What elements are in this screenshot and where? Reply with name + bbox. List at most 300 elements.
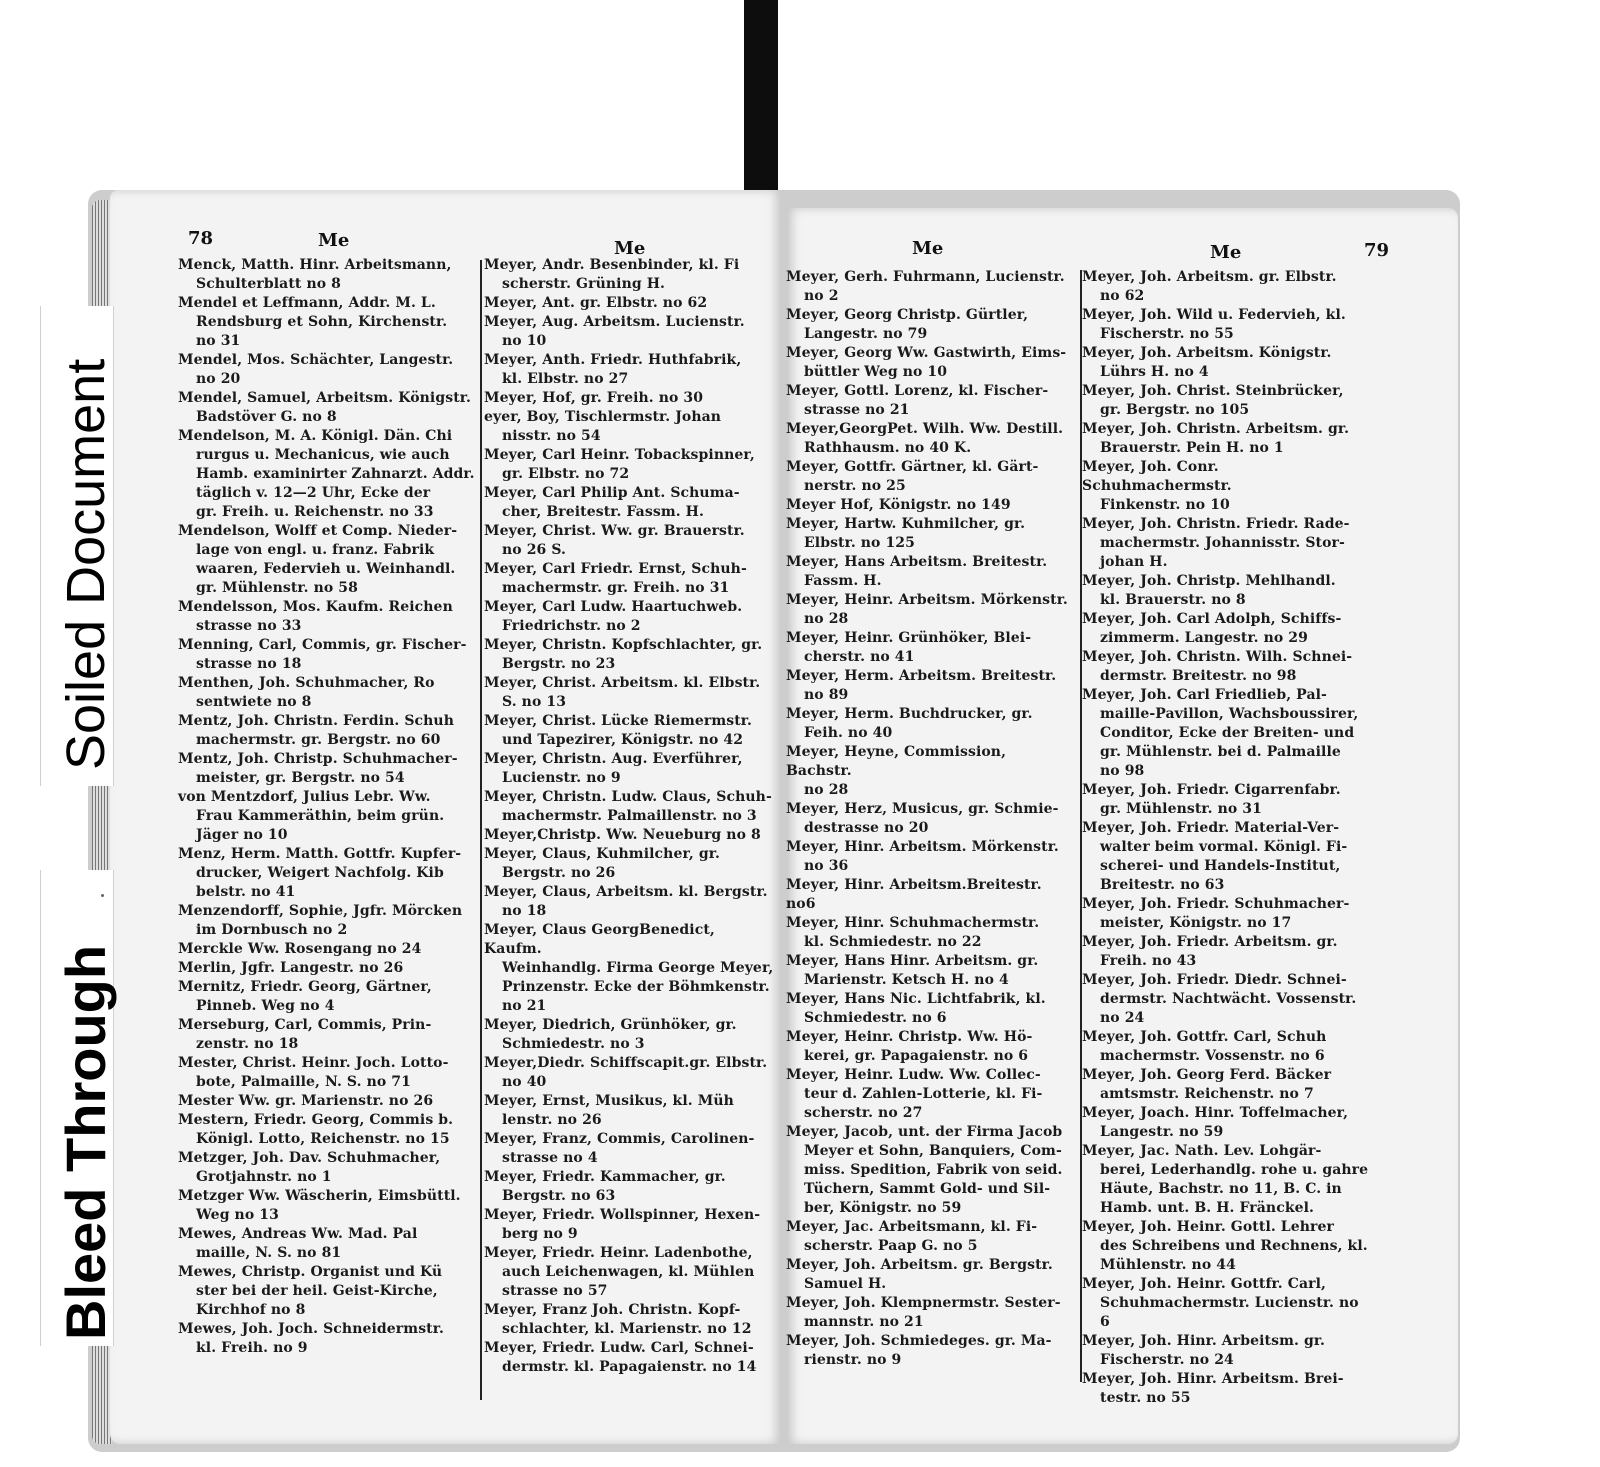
entry-name-line: Meyer, Joh. Friedr. Diedr. Schnei-: [1082, 972, 1347, 988]
directory-entry: [178, 712, 478, 750]
entry-name-line: Meyer, Christn. Kopfschlachter, gr.: [484, 637, 763, 653]
entry-name-line: Meyer, Claus, Kuhmilcher, gr.: [484, 846, 720, 862]
directory-entry: [178, 427, 478, 522]
entry-name-line: Meyer, Carl Friedr. Ernst, Schuh-: [484, 561, 747, 577]
entry-name-line: Meyer, Gerh. Fuhrmann, Lucienstr.: [786, 269, 1065, 285]
directory-entry: [786, 743, 1076, 800]
speck: [101, 894, 104, 897]
entry-name-line: Meyer, Hans Arbeitsm. Breitestr.: [786, 554, 1048, 570]
directory-entry: [786, 629, 1076, 667]
directory-entry: [1082, 306, 1372, 344]
entry-name-line: Mendel, Mos. Schächter, Langestr.: [178, 352, 454, 368]
directory-entry: [1082, 1104, 1372, 1142]
entry-continuation-line: Badstöver G. no 8: [196, 409, 337, 425]
entry-continuation-line: belstr. no 41: [196, 884, 296, 900]
entry-continuation-line: Friedrichstr. no 2: [502, 618, 641, 634]
entry-name-line: Meyer, Christ. Arbeitsm. kl. Elbstr.: [484, 675, 761, 691]
directory-entry: [484, 389, 774, 408]
directory-entry: [178, 1225, 478, 1263]
directory-entry: [178, 1187, 478, 1225]
entry-continuation-line: maille, N. S. no 81: [196, 1245, 342, 1261]
entry-name-line: Meyer, Joach. Hinr. Toffelmacher,: [1082, 1105, 1349, 1121]
entry-continuation-line: Fischerstr. no 24: [1100, 1352, 1234, 1368]
entry-continuation-line: no 36: [804, 858, 849, 874]
entry-name-line: Meyer, Hans Hinr. Arbeitsm. gr.: [786, 953, 1039, 969]
entry-name-line: Meyer, Heinr. Grünhöker, Blei-: [786, 630, 1032, 646]
directory-entry: [1082, 572, 1372, 610]
directory-entry: [484, 674, 774, 712]
entry-continuation-line: auch Leichenwagen, kl. Mühlen: [502, 1264, 755, 1280]
entry-name-line: Meyer, Hartw. Kuhmilcher, gr.: [786, 516, 1026, 532]
directory-entry: [178, 674, 478, 712]
entry-name-line: Meyer, Andr. Besenbinder, kl. Fi: [484, 257, 740, 273]
entry-continuation-line: gr. Mühlenstr. no 58: [196, 580, 358, 596]
directory-entry: [484, 826, 774, 845]
entry-name-line: Meyer, Heinr. Christp. Ww. Hö-: [786, 1029, 1033, 1045]
directory-entry: [1082, 268, 1372, 306]
directory-entry: [484, 598, 774, 636]
entry-continuation-line: büttler Weg no 10: [804, 364, 948, 380]
entry-continuation-line: Rendsburg et Sohn, Kirchenstr.: [196, 314, 448, 330]
entry-continuation-line: scherstr. Paap G. no 5: [804, 1238, 978, 1254]
entry-continuation-line: Rathhausm. no 40 K.: [804, 440, 972, 456]
directory-entry: [484, 788, 774, 826]
entry-name-line: Meyer, Friedr. Heinr. Ladenbothe,: [484, 1245, 753, 1261]
entry-continuation-line: Langestr. no 59: [1100, 1124, 1224, 1140]
soiled-label-box: [40, 306, 114, 786]
entry-continuation-line: Elbstr. no 125: [804, 535, 915, 551]
entry-name-line: Menning, Carl, Commis, gr. Fischer-: [178, 637, 467, 653]
entry-name-line: Meyer, Hof, gr. Freih. no 30: [484, 390, 704, 406]
entry-name-line: Meyer, Joh. Klempnermstr. Sester-: [786, 1295, 1061, 1311]
left-page: [110, 190, 782, 1444]
entry-name-line: Meyer, Joh. Hinr. Arbeitsm. Brei-: [1082, 1371, 1344, 1387]
directory-entry: [178, 1149, 478, 1187]
left-header-me-2: Me: [614, 238, 646, 259]
entry-continuation-line: des Schreibens und Rechnens, kl.: [1100, 1238, 1368, 1254]
entry-continuation-line: strasse no 33: [196, 618, 302, 634]
entry-continuation-line: kl. Elbstr. no 27: [502, 371, 629, 387]
entry-name-line: Meyer, Christn. Ludw. Claus, Schuh-: [484, 789, 772, 805]
entry-name-line: Mester Ww. gr. Marienstr. no 26: [178, 1093, 434, 1109]
directory-entry: [1082, 686, 1372, 781]
entry-continuation-line: Mühlenstr. no 44: [1100, 1257, 1236, 1273]
entry-name-line: Metzger Ww. Wäscherin, Eimsbüttl.: [178, 1188, 461, 1204]
entry-name-line: Meyer, Hinr. Arbeitsm. Mörkenstr.: [786, 839, 1059, 855]
directory-entry: [178, 351, 478, 389]
entry-name-line: Meyer, Joh. Heinr. Gottfr. Carl,: [1082, 1276, 1326, 1292]
directory-entry: [484, 1168, 774, 1206]
directory-entry: [178, 294, 478, 351]
left-header-me-1: Me: [318, 230, 350, 251]
entry-continuation-line: machermstr. Johannisstr. Stor-: [1100, 535, 1345, 551]
directory-entry: [178, 1111, 478, 1149]
left-column-1: [178, 256, 478, 1358]
entry-continuation-line: meister, Königstr. no 17: [1100, 915, 1292, 931]
directory-entry: [178, 902, 478, 940]
entry-name-line: Meyer, Joh. Christn. Friedr. Rade-: [1082, 516, 1350, 532]
entry-name-line: Merckle Ww. Rosengang no 24: [178, 941, 422, 957]
entry-name-line: Meyer, Carl Heinr. Tobackspinner,: [484, 447, 755, 463]
entry-name-line: Meyer Hof, Königstr. no 149: [786, 497, 1011, 513]
entry-continuation-line: gr. Bergstr. no 105: [1100, 402, 1250, 418]
entry-continuation-line: dermstr. kl. Papagaienstr. no 14: [502, 1359, 757, 1375]
entry-name-line: Meyer, Ant. gr. Elbstr. no 62: [484, 295, 708, 311]
entry-continuation-line: strasse no 18: [196, 656, 302, 672]
directory-entry: [484, 256, 774, 294]
entry-continuation-line: Schulterblatt no 8: [196, 276, 341, 292]
entry-continuation-line: Schmiedestr. no 6: [804, 1010, 947, 1026]
directory-entry: [484, 446, 774, 484]
directory-entry: [484, 1130, 774, 1168]
entry-continuation-line: lenstr. no 26: [502, 1112, 602, 1128]
entry-continuation-line: sentwiete no 8: [196, 694, 312, 710]
entry-continuation-line: no 62: [1100, 288, 1145, 304]
entry-continuation-line: maille-Pavillon, Wachsboussirer,: [1100, 706, 1359, 722]
entry-continuation-line: Breitestr. no 63: [1100, 877, 1225, 893]
directory-entry: [1082, 1218, 1372, 1275]
entry-name-line: Mewes, Christp. Organist und Kü: [178, 1264, 443, 1280]
entry-continuation-line: Finkenstr. no 10: [1100, 497, 1230, 513]
entry-name-line: Meyer, Anth. Friedr. Huthfabrik,: [484, 352, 742, 368]
entry-name-line: Meyer, Christ. Ww. gr. Brauerstr.: [484, 523, 745, 539]
directory-entry: [1082, 781, 1372, 819]
left-column-2: [484, 256, 774, 1377]
entry-continuation-line: no 24: [1100, 1010, 1145, 1026]
directory-entry: [178, 1092, 478, 1111]
directory-entry: [786, 344, 1076, 382]
entry-continuation-line: gr. Freih. u. Reichenstr. no 33: [196, 504, 434, 520]
entry-name-line: Meyer, Herm. Arbeitsm. Breitestr.: [786, 668, 1057, 684]
entry-continuation-line: machermstr. gr. Freih. no 31: [502, 580, 730, 596]
entry-name-line: Mernitz, Friedr. Georg, Gärtner,: [178, 979, 432, 995]
directory-entry: [786, 591, 1076, 629]
right-header-me-1: Me: [912, 238, 944, 259]
directory-entry: [786, 876, 1076, 914]
entry-continuation-line: Hamb. examinirter Zahnarzt. Addr.: [196, 466, 475, 482]
directory-entry: [178, 845, 478, 902]
right-column-1: [786, 268, 1076, 1370]
directory-entry: [786, 515, 1076, 553]
entry-name-line: Menz, Herm. Matth. Gottfr. Kupfer-: [178, 846, 462, 862]
directory-entry: [786, 496, 1076, 515]
directory-entry: [1082, 1142, 1372, 1218]
entry-name-line: Meyer, Joh. Arbeitsm. Königstr.: [1082, 345, 1332, 361]
entry-name-line: Meyer, Friedr. Kammacher, gr.: [484, 1169, 726, 1185]
directory-entry: [786, 1332, 1076, 1370]
directory-entry: [484, 1244, 774, 1301]
directory-entry: [786, 382, 1076, 420]
entry-continuation-line: rienstr. no 9: [804, 1352, 902, 1368]
directory-entry: [786, 268, 1076, 306]
entry-name-line: Meyer, Joh. Heinr. Gottl. Lehrer: [1082, 1219, 1334, 1235]
entry-continuation-line: Tüchern, Sammt Gold- und Sil-: [804, 1181, 1051, 1197]
entry-continuation-line: kl. Schmiedestr. no 22: [804, 934, 982, 950]
directory-entry: [178, 256, 478, 294]
entry-continuation-line: Weinhandlg. Firma George Meyer,: [502, 960, 774, 976]
entry-name-line: Meyer, Herm. Buchdrucker, gr.: [786, 706, 1033, 722]
entry-continuation-line: destrasse no 20: [804, 820, 929, 836]
entry-name-line: Meyer, Joh. Friedr. Material-Ver-: [1082, 820, 1340, 836]
entry-continuation-line: bote, Palmaille, N. S. no 71: [196, 1074, 411, 1090]
entry-continuation-line: Langestr. no 79: [804, 326, 928, 342]
entry-continuation-line: Brauerstr. Pein H. no 1: [1100, 440, 1284, 456]
directory-entry: [484, 1092, 774, 1130]
entry-name-line: Meyer, Friedr. Wollspinner, Hexen-: [484, 1207, 761, 1223]
entry-continuation-line: schlachter, kl. Marienstr. no 12: [502, 1321, 752, 1337]
directory-entry: [178, 750, 478, 788]
entry-continuation-line: Bergstr. no 63: [502, 1188, 616, 1204]
directory-entry: [484, 313, 774, 351]
entry-name-line: Meyer,Christp. Ww. Neueburg no 8: [484, 827, 761, 843]
entry-continuation-line: Häute, Bachstr. no 11, B. C. in: [1100, 1181, 1342, 1197]
entry-continuation-line: no 28: [804, 782, 849, 798]
directory-entry: [178, 389, 478, 427]
entry-continuation-line: Grotjahnstr. no 1: [196, 1169, 332, 1185]
entry-name-line: Mentz, Joh. Christp. Schuhmacher-: [178, 751, 458, 767]
directory-entry: [786, 705, 1076, 743]
directory-entry: [786, 1294, 1076, 1332]
entry-continuation-line: kerei, gr. Papagaienstr. no 6: [804, 1048, 1029, 1064]
entry-continuation-line: lage von engl. u. franz. Fabrik: [196, 542, 435, 558]
soiled-document-label: Soiled Document: [56, 358, 116, 770]
entry-name-line: Meyer, Claus, Arbeitsm. kl. Bergstr.: [484, 884, 768, 900]
entry-continuation-line: no 28: [804, 611, 849, 627]
entry-name-line: Meyer, Herz, Musicus, gr. Schmie-: [786, 801, 1059, 817]
directory-entry: [1082, 458, 1372, 515]
entry-name-line: Meyer, Jac. Arbeitsmann, kl. Fi-: [786, 1219, 1038, 1235]
right-page-number: 79: [1364, 240, 1390, 261]
directory-entry: [1082, 971, 1372, 1028]
directory-entry: [1082, 344, 1372, 382]
entry-continuation-line: machermstr. Palmaillenstr. no 3: [502, 808, 757, 824]
entry-continuation-line: no 2: [804, 288, 839, 304]
entry-continuation-line: Lührs H. no 4: [1100, 364, 1209, 380]
directory-entry: [178, 1263, 478, 1320]
entry-name-line: Menthen, Joh. Schuhmacher, Ro: [178, 675, 435, 691]
directory-entry: [1082, 515, 1372, 572]
entry-name-line: Meyer, Joh. Schmiedeges. gr. Ma-: [786, 1333, 1052, 1349]
entry-name-line: Mewes, Joh. Joch. Schneidermstr.: [178, 1321, 444, 1337]
entry-continuation-line: mannstr. no 21: [804, 1314, 924, 1330]
directory-entry: [484, 712, 774, 750]
entry-continuation-line: machermstr. Vossenstr. no 6: [1100, 1048, 1325, 1064]
entry-name-line: Meyer, Heinr. Ludw. Ww. Collec-: [786, 1067, 1041, 1083]
entry-name-line: Mentz, Joh. Christn. Ferdin. Schuh: [178, 713, 454, 729]
entry-continuation-line: Kirchhof no 8: [196, 1302, 306, 1318]
directory-entry: [484, 294, 774, 313]
entry-continuation-line: Bergstr. no 26: [502, 865, 616, 881]
directory-entry: [484, 1301, 774, 1339]
entry-continuation-line: teur d. Zahlen-Lotterie, kl. Fi-: [804, 1086, 1043, 1102]
entry-name-line: Meyer, Franz Joh. Christn. Kopf-: [484, 1302, 741, 1318]
directory-entry: [786, 952, 1076, 990]
entry-name-line: Menzendorff, Sophie, Jgfr. Mörcken: [178, 903, 463, 919]
directory-entry: [178, 788, 478, 845]
directory-entry: [786, 990, 1076, 1028]
entry-continuation-line: kl. Freih. no 9: [196, 1340, 308, 1356]
entry-name-line: Meyer,Diedr. Schiffscapit.gr. Elbstr.: [484, 1055, 768, 1071]
entry-name-line: Mendelson, M. A. Königl. Dän. Chi: [178, 428, 453, 444]
entry-name-line: Meyer, Joh. Gottfr. Carl, Schuh: [1082, 1029, 1327, 1045]
entry-continuation-line: cherstr. no 41: [804, 649, 915, 665]
entry-continuation-line: zimmerm. Langestr. no 29: [1100, 630, 1308, 646]
entry-name-line: Meyer, Joh. Christn. Arbeitsm. gr.: [1082, 421, 1350, 437]
directory-entry: [786, 800, 1076, 838]
entry-name-line: Meyer, Aug. Arbeitsm. Lucienstr.: [484, 314, 745, 330]
entry-name-line: Meyer, Joh. Hinr. Arbeitsm. gr.: [1082, 1333, 1326, 1349]
entry-continuation-line: Jäger no 10: [196, 827, 288, 843]
directory-entry: [484, 921, 774, 1016]
entry-continuation-line: gr. Mühlenstr. bei d. Palmaille: [1100, 744, 1341, 760]
entry-continuation-line: berg no 9: [502, 1226, 578, 1242]
entry-continuation-line: no 89: [804, 687, 849, 703]
directory-entry: [786, 553, 1076, 591]
entry-continuation-line: Marienstr. Ketsch H. no 4: [804, 972, 1009, 988]
entry-name-line: Meyer, Gottfr. Gärtner, kl. Gärt-: [786, 459, 1039, 475]
column-divider: [480, 260, 482, 1400]
directory-entry: [484, 351, 774, 389]
entry-name-line: Mestern, Friedr. Georg, Commis b.: [178, 1112, 454, 1128]
entry-continuation-line: no 20: [196, 371, 241, 387]
entry-continuation-line: Schmiedestr. no 3: [502, 1036, 645, 1052]
entry-continuation-line: amtsmstr. Reichenstr. no 7: [1100, 1086, 1314, 1102]
directory-entry: [1082, 1332, 1372, 1370]
entry-name-line: Meyer, Georg Christp. Gürtler,: [786, 307, 1029, 323]
entry-continuation-line: Frau Kammeräthin, beim grün.: [196, 808, 445, 824]
directory-entry: [484, 750, 774, 788]
entry-name-line: Mendelson, Wolff et Comp. Nieder-: [178, 523, 458, 539]
entry-continuation-line: johan H.: [1100, 554, 1168, 570]
directory-entry: [484, 883, 774, 921]
entry-continuation-line: no 26 S.: [502, 542, 567, 558]
directory-entry: [484, 1054, 774, 1092]
directory-entry: [484, 1339, 774, 1377]
entry-name-line: Meyer, Carl Ludw. Haartuchweb.: [484, 599, 743, 615]
entry-continuation-line: zenstr. no 18: [196, 1036, 299, 1052]
entry-continuation-line: machermstr. gr. Bergstr. no 60: [196, 732, 441, 748]
entry-name-line: Meyer, Ernst, Musikus, kl. Müh: [484, 1093, 734, 1109]
entry-continuation-line: Fischerstr. no 55: [1100, 326, 1234, 342]
entry-name-line: Merseburg, Carl, Commis, Prin-: [178, 1017, 432, 1033]
directory-entry: [1082, 1066, 1372, 1104]
directory-entry: [484, 484, 774, 522]
directory-entry: [484, 636, 774, 674]
entry-name-line: Merlin, Jgfr. Langestr. no 26: [178, 960, 404, 976]
directory-entry: [786, 1256, 1076, 1294]
entry-continuation-line: no 31: [196, 333, 241, 349]
entry-name-line: Meyer, Christn. Aug. Everführer,: [484, 751, 743, 767]
entry-continuation-line: strasse no 4: [502, 1150, 598, 1166]
directory-entry: [786, 306, 1076, 344]
directory-entry: [786, 1028, 1076, 1066]
entry-continuation-line: Prinzenstr. Ecke der Böhmkenstr.: [502, 979, 770, 995]
directory-entry: [1082, 610, 1372, 648]
entry-name-line: Metzger, Joh. Dav. Schuhmacher,: [178, 1150, 441, 1166]
entry-continuation-line: miss. Spedition, Fabrik von seid.: [804, 1162, 1063, 1178]
entry-name-line: Meyer, Joh. Carl Adolph, Schiffs-: [1082, 611, 1342, 627]
entry-continuation-line: dermstr. Nachtwächt. Vossenstr.: [1100, 991, 1357, 1007]
entry-name-line: von Mentzdorf, Julius Lebr. Ww.: [178, 789, 431, 805]
entry-name-line: Meyer,GeorgPet. Wilh. Ww. Destill.: [786, 421, 1064, 437]
entry-name-line: Meyer, Gottl. Lorenz, kl. Fischer-: [786, 383, 1049, 399]
entry-continuation-line: im Dornbusch no 2: [196, 922, 348, 938]
entry-continuation-line: Lucienstr. no 9: [502, 770, 621, 786]
entry-name-line: Meyer, Carl Philip Ant. Schuma-: [484, 485, 740, 501]
directory-entry: [484, 1016, 774, 1054]
entry-continuation-line: Fassm. H.: [804, 573, 882, 589]
entry-name-line: Mendel, Samuel, Arbeitsm. Königstr.: [178, 390, 471, 406]
entry-name-line: Meyer, Christ. Lücke Riemermstr.: [484, 713, 752, 729]
entry-name-line: Meyer, Heyne, Commission, Bachstr.: [786, 744, 1007, 779]
entry-name-line: Meyer, Hinr. Arbeitsm.Breitestr. no6: [786, 877, 1042, 912]
entry-name-line: Meyer, Georg Ww. Gastwirth, Eims-: [786, 345, 1067, 361]
left-page-number: 78: [188, 228, 214, 249]
entry-continuation-line: dermstr. Breitestr. no 98: [1100, 668, 1297, 684]
entry-continuation-line: meister, gr. Bergstr. no 54: [196, 770, 405, 786]
entry-continuation-line: Feih. no 40: [804, 725, 893, 741]
directory-entry: [786, 1218, 1076, 1256]
entry-name-line: Meyer, Friedr. Ludw. Carl, Schnei-: [484, 1340, 754, 1356]
entry-continuation-line: und Tapezirer, Königstr. no 42: [502, 732, 744, 748]
entry-name-line: Meyer, Franz, Commis, Carolinen-: [484, 1131, 755, 1147]
entry-continuation-line: strasse no 21: [804, 402, 910, 418]
entry-continuation-line: Königl. Lotto, Reichenstr. no 15: [196, 1131, 450, 1147]
entry-name-line: Meyer, Diedrich, Grünhöker, gr.: [484, 1017, 737, 1033]
directory-entry: [786, 914, 1076, 952]
directory-entry: [1082, 895, 1372, 933]
directory-entry: [1082, 1370, 1372, 1408]
directory-entry: [1082, 648, 1372, 686]
directory-entry: [178, 636, 478, 674]
directory-entry: [178, 959, 478, 978]
directory-entry: [1082, 420, 1372, 458]
entry-continuation-line: Pinneb. Weg no 4: [196, 998, 335, 1014]
entry-continuation-line: ster bei der heil. Geist-Kirche,: [196, 1283, 438, 1299]
entry-name-line: eyer, Boy, Tischlermstr. Johan: [484, 409, 722, 425]
entry-continuation-line: nerstr. no 25: [804, 478, 906, 494]
entry-continuation-line: Samuel H.: [804, 1276, 887, 1292]
entry-name-line: Meyer, Joh. Christn. Wilh. Schnei-: [1082, 649, 1353, 665]
entry-continuation-line: gr. Elbstr. no 72: [502, 466, 630, 482]
entry-name-line: Mester, Christ. Heinr. Joch. Lotto-: [178, 1055, 449, 1071]
directory-entry: [484, 560, 774, 598]
entry-continuation-line: testr. no 55: [1100, 1390, 1191, 1406]
bleed-label-box: [40, 870, 117, 1346]
entry-continuation-line: rurgus u. Mechanicus, wie auch: [196, 447, 450, 463]
entry-continuation-line: strasse no 57: [502, 1283, 608, 1299]
bleed-through-label: Bleed Through: [54, 944, 117, 1340]
entry-continuation-line: kl. Brauerstr. no 8: [1100, 592, 1246, 608]
directory-entry: [786, 1066, 1076, 1123]
directory-entry: [484, 845, 774, 883]
entry-name-line: Mewes, Andreas Ww. Mad. Pal: [178, 1226, 418, 1242]
entry-continuation-line: no 18: [502, 903, 547, 919]
entry-continuation-line: cher, Breitestr. Fassm. H.: [502, 504, 704, 520]
entry-name-line: Mendel et Leffmann, Addr. M. L.: [178, 295, 436, 311]
entry-continuation-line: scherei- und Handels-Institut,: [1100, 858, 1341, 874]
directory-entry: [1082, 1275, 1372, 1332]
right-column-2: [1082, 268, 1372, 1408]
entry-continuation-line: Weg no 13: [196, 1207, 279, 1223]
entry-continuation-line: nisstr. no 54: [502, 428, 601, 444]
entry-name-line: Meyer, Jacob, unt. der Firma Jacob: [786, 1124, 1063, 1140]
entry-continuation-line: Freih. no 43: [1100, 953, 1197, 969]
entry-name-line: Meyer, Claus GeorgBenedict, Kaufm.: [484, 922, 715, 957]
directory-entry: [786, 838, 1076, 876]
entry-name-line: Meyer, Jac. Nath. Lev. Lohgär-: [1082, 1143, 1322, 1159]
directory-entry: [178, 598, 478, 636]
